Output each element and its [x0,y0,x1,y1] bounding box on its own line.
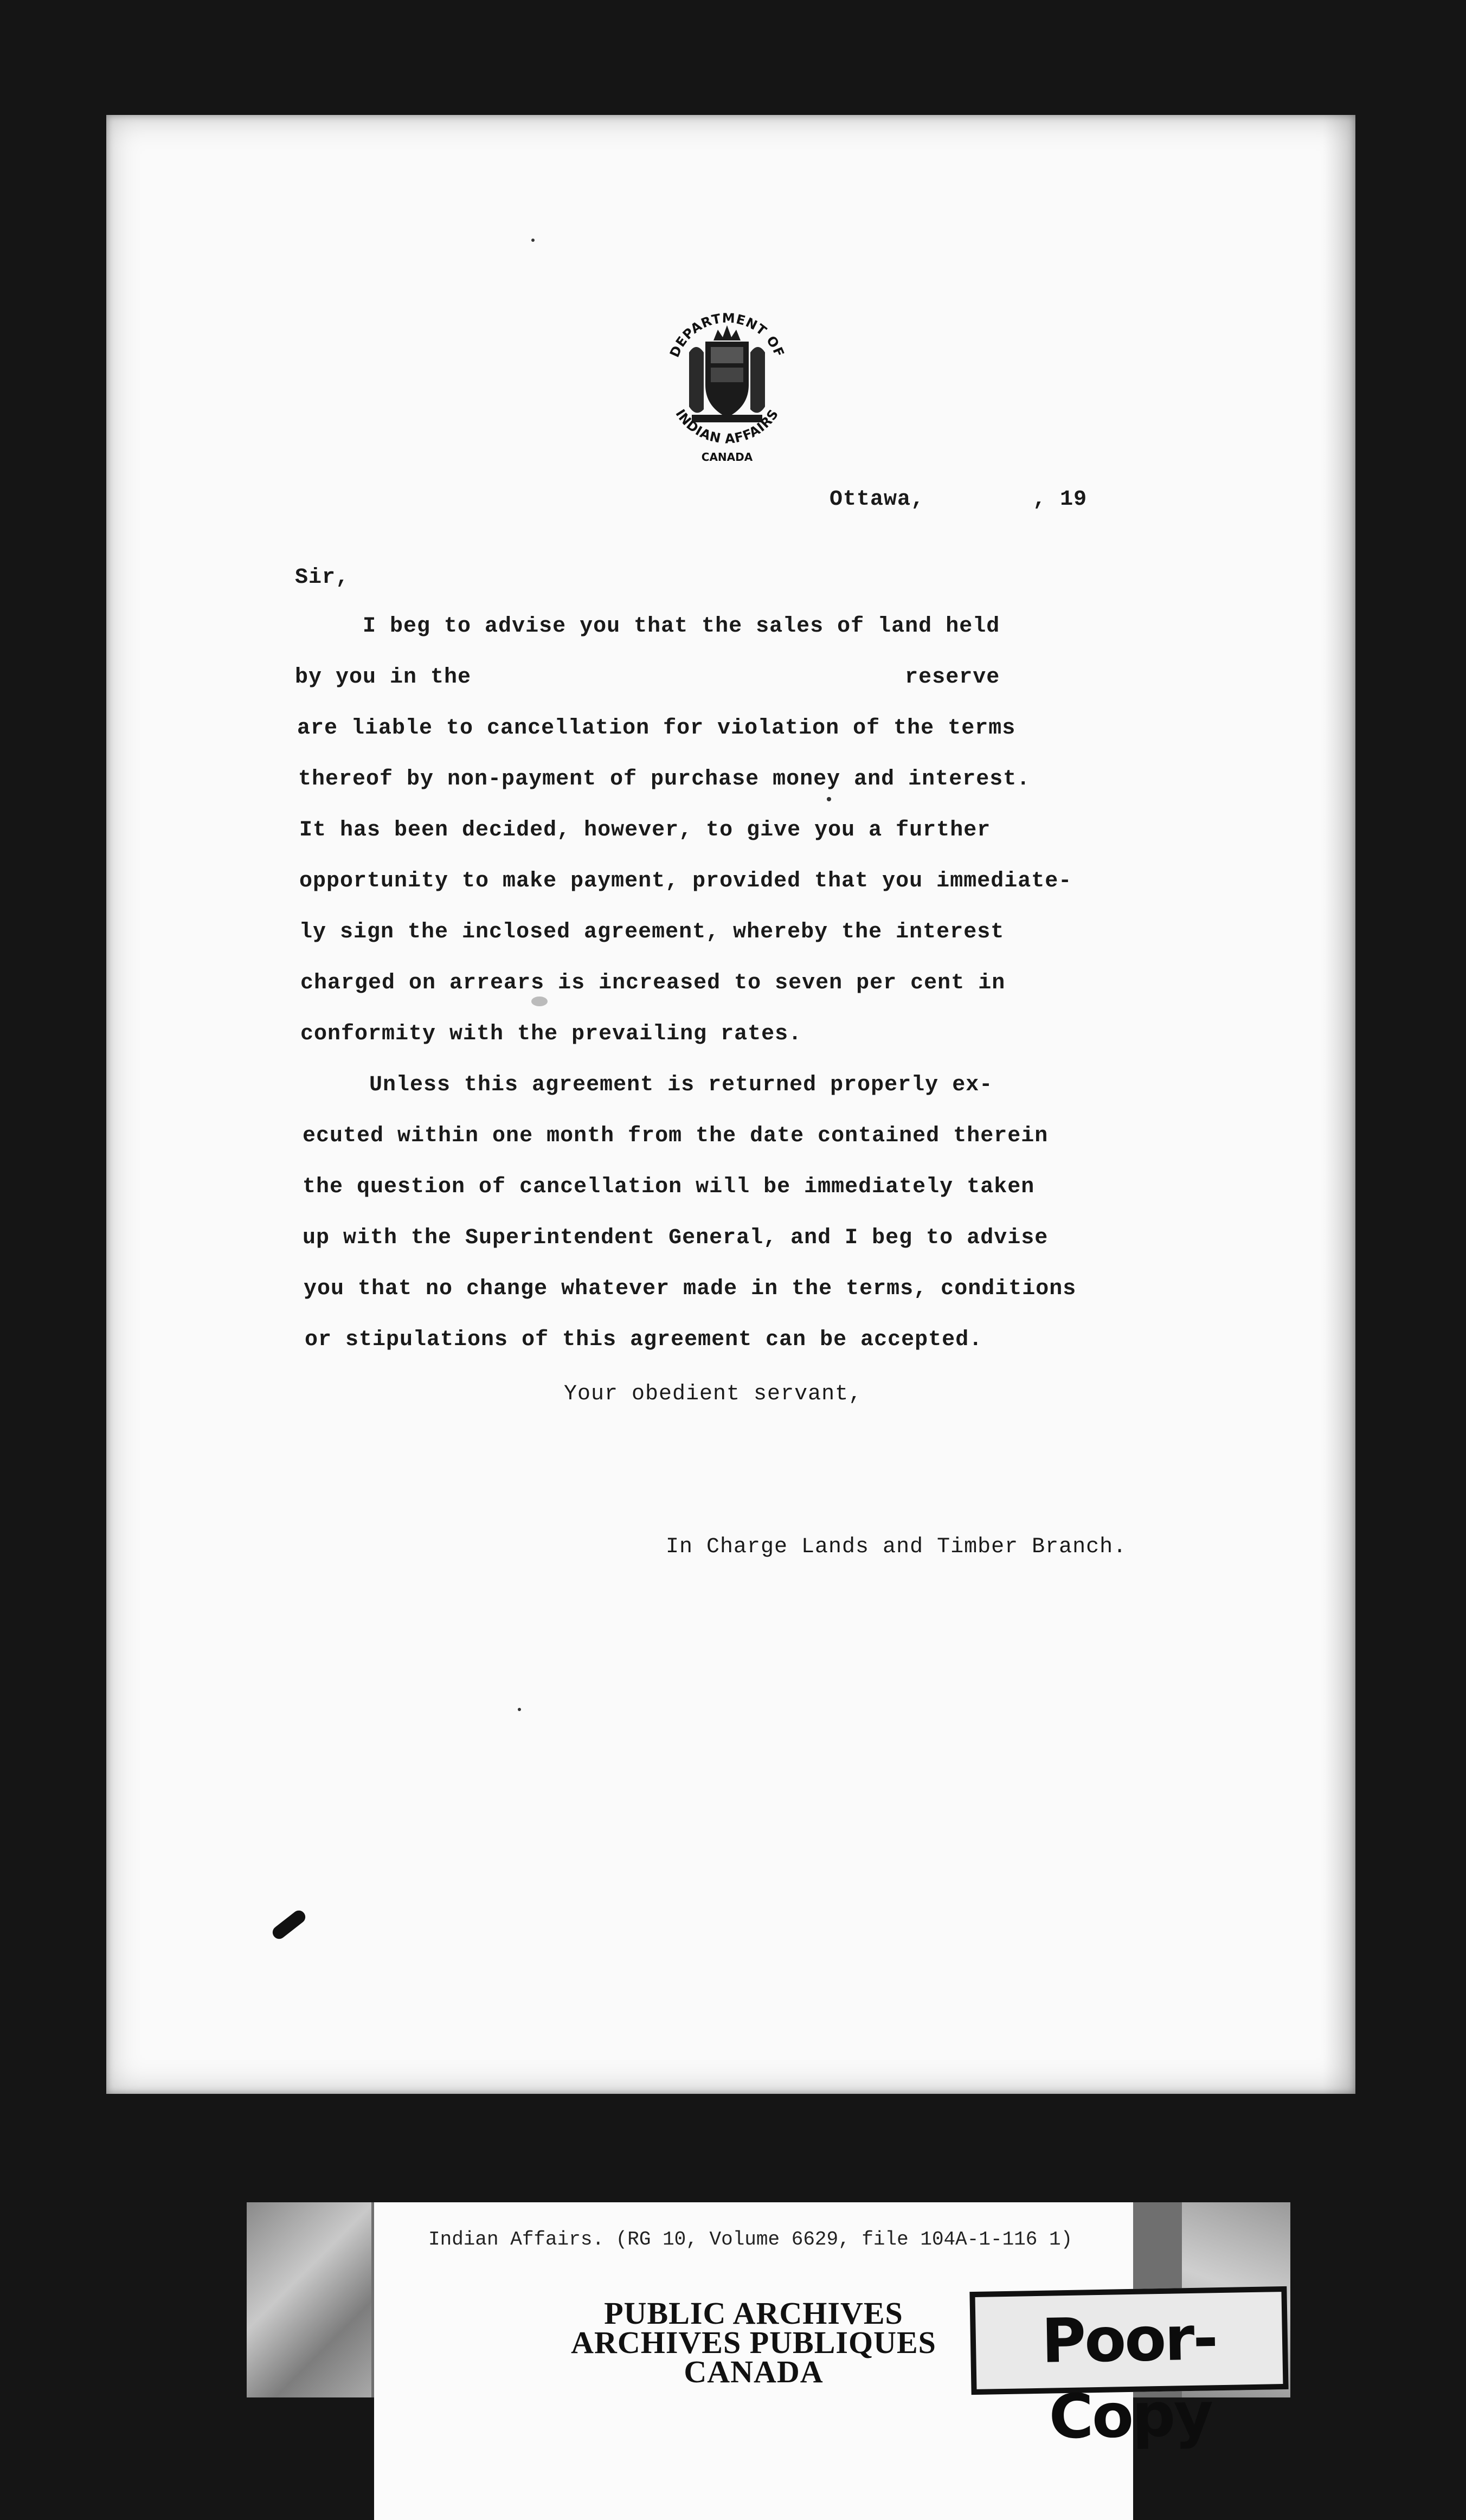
paper-speck [531,239,535,242]
crest-country-text: CANADA [701,451,753,464]
letter-body-line: thereof by non-payment of purchase money and interest. [298,767,1031,792]
archive-citation: Indian Affairs. (RG 10, Volume 6629, file 104A-1-116 1) [428,2228,1073,2251]
paper-speck [531,997,548,1006]
letter-body-line: ecuted within one month from the date contained therein [303,1124,1049,1148]
letter-place-date: Ottawa, , 19 [830,487,1088,512]
poor-copy-stamp-text: Poor-Copy [1041,2303,1217,2453]
letter-body-line: opportunity to make payment, provided that you immediate- [299,869,1072,893]
letter-body-line: I beg to advise you that the sales of land held [295,614,1000,639]
letter-body-line: It has been decided, however, to give you a further [299,818,991,843]
letter-body-line: up with the Superintendent General, and I beg to advise [303,1226,1049,1250]
letter-body-line: Unless this agreement is returned properly ex- [301,1073,993,1097]
letter-salutation: Sir, [295,565,350,590]
crest-top-text: DEPARTMENT OF [666,310,788,360]
letter-signature-title: In Charge Lands and Timber Branch. [666,1535,1127,1559]
paper-speck [518,1708,521,1711]
letter-body-line: conformity with the prevailing rates. [300,1022,802,1046]
letter-body-line: ly sign the inclosed agreement, whereby the interest [299,920,1005,944]
letter-body-line: the question of cancellation will be immediately taken [303,1175,1035,1199]
crest-bottom-text: INDIAN AFFAIRS [672,406,782,447]
department-crest-icon [659,309,795,466]
letter-body-line: charged on arrears is increased to seven per cent in [300,971,1006,995]
sheet-edge-shadow [1323,115,1355,2094]
letter-body-line: or stipulations of this agreement can be accepted. [305,1328,983,1352]
letter-body-line: you that no change whatever made in the terms, conditions [304,1277,1077,1301]
citation-card [374,2202,1133,2278]
letter-body-line: by you in the reserve [295,665,1000,690]
archives-name-en: PUBLIC ARCHIVES [604,2296,903,2331]
label-strip-left-shade [247,2202,371,2397]
letter-body-line: are liable to cancellation for violation of the terms [297,716,1016,741]
archives-country: CANADA [684,2354,824,2389]
letter-closing: Your obedient servant, [564,1382,863,1406]
paper-speck [827,797,831,801]
poor-copy-stamp [969,2286,1288,2453]
archives-name-fr: ARCHIVES PUBLIQUES [571,2325,936,2360]
